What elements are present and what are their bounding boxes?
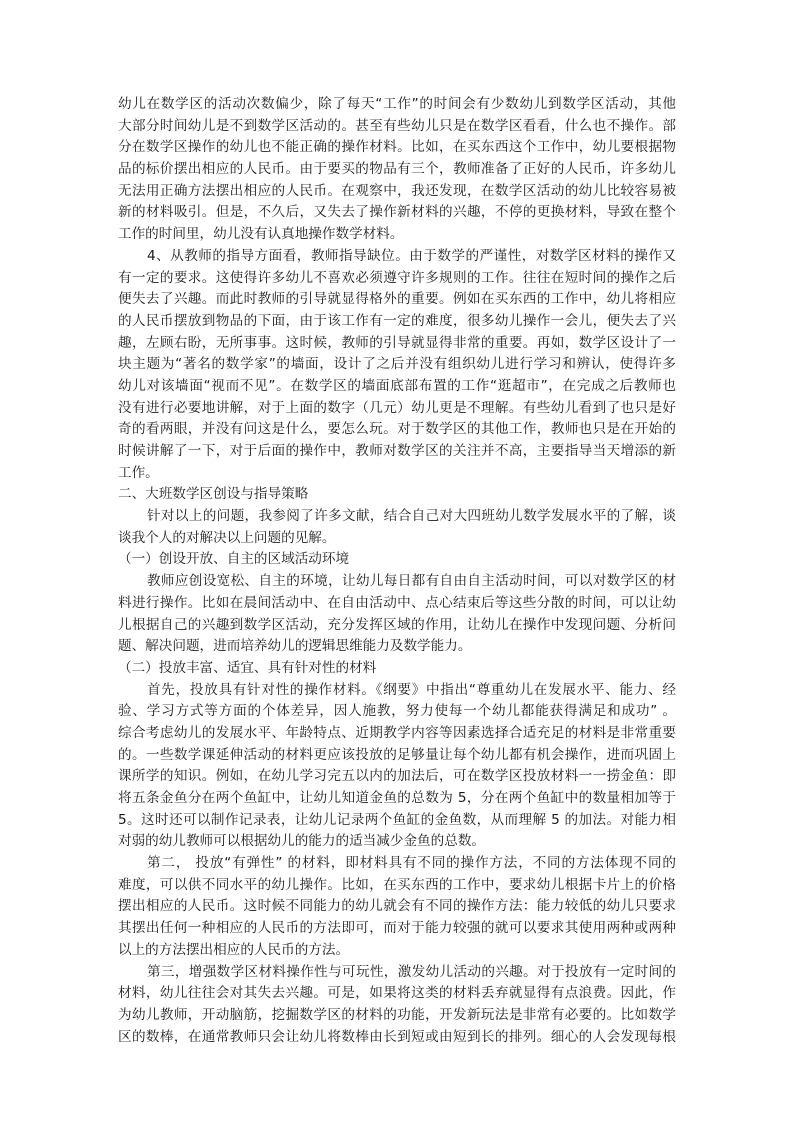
text-line: 4、从教师的指导方面看，教师指导缺位。由于数学的严谨性，对数学区材料的操作又 bbox=[147, 247, 676, 264]
text-line: 无法用正确方法摆出相应的人民币。在观察中，我还发现，在数学区活动的幼儿比较容易被 bbox=[118, 182, 676, 199]
text-line: 幼儿在数学区的活动次数偏少，除了每天“工作”的时间会有少数幼儿到数学区活动，其他 bbox=[118, 96, 676, 112]
text-line: 二、大班数学区创设与指导策略 bbox=[118, 486, 309, 503]
text-line: 针对以上的问题，我参阅了许多文献，结合自己对大四班幼儿数学发展水平的了解，谈 bbox=[147, 508, 676, 525]
text-line: 品的标价摆出相应的人民币。由于要买的物品有三个，教师准备了正好的人民币，许多幼儿 bbox=[118, 161, 676, 178]
text-line: 的。一些数学课延伸活动的材料更应该投放的足够量让每个幼儿都有机会操作，进而巩固上 bbox=[118, 746, 676, 763]
text-line: 时候讲解了一下，对于后面的操作中，教师对数学区的关注并不高，主要指导当天增添的新 bbox=[118, 443, 676, 459]
text-line: 料进行操作。比如在晨间活动中、在自由活动中、点心结束后等这些分散的时间，可以让幼 bbox=[118, 594, 676, 611]
text-line: 新的材料吸引。但是，不久后，又失去了操作新材料的兴趣，不停的更换材料，导致在整个 bbox=[118, 204, 676, 221]
text-line: 题、解决问题，进而培养幼儿的逻辑思维能力及数学能力。 bbox=[118, 638, 472, 655]
text-line: 材料，幼儿往往会对其失去兴趣。可是，如果将这类的材料丢弃就显得有点浪费。因此，作 bbox=[118, 985, 676, 1002]
text-line: 工作的时间里，幼儿没有认真地操作数学材料。 bbox=[118, 226, 404, 243]
text-line: 便失去了兴趣。而此时教师的引导就显得格外的重要。例如在买东西的工作中，幼儿将相应 bbox=[118, 291, 676, 308]
text-line: 将五条金鱼分在两个鱼缸中，让幼儿知道金鱼的总数为 5，分在两个鱼缸中的数量相加等于 bbox=[118, 790, 676, 806]
text-line: 的人民币摆放到物品的下面，由于该工作有一定的难度，很多幼儿操作一会儿，便失去了兴 bbox=[118, 312, 676, 329]
text-line: 首先，投放具有针对性的操作材料。《纲要》中指出“尊重幼儿在发展水平、能力、经 bbox=[147, 681, 676, 698]
text-line: 综合考虑幼儿的发展水平、年龄特点、近期教学内容等因素选择合适充足的材料是非常重要 bbox=[118, 724, 676, 741]
text-line: 奇的看两眼，并没有问这是什么，要怎么玩。对于数学区的其他工作，教师也只是在开始的 bbox=[118, 421, 676, 438]
text-line: 以上的方法摆出相应的人民币的方法。 bbox=[118, 941, 350, 958]
text-line: 分在数学区操作的幼儿也不能正确的操作材料。比如，在买东西这个工作中，幼儿要根据物 bbox=[118, 139, 676, 156]
text-line: 教师应创设宽松、自主的环境，让幼儿每日都有自由自主活动时间，可以对数学区的材 bbox=[147, 573, 676, 590]
text-line: 谈我个人的对解决以上问题的见解。 bbox=[118, 529, 336, 546]
text-line: 幼儿对该墙面“视而不见”。在数学区的墙面底部布置的工作“逛超市”，在完成之后教师也 bbox=[118, 377, 676, 394]
text-line: 区的数棒，在通常教师只会让幼儿将数棒由长到短或由短到长的排列。细心的人会发现每根 bbox=[118, 1028, 676, 1045]
text-line: （一）创设开放、自主的区域活动环境 bbox=[118, 551, 350, 568]
text-line: 儿根据自己的兴趣到数学区活动，充分发挥区域的作用，让幼儿在操作中发现问题、分析问 bbox=[118, 616, 676, 633]
text-line: 大部分时间幼儿是不到数学区活动的。甚至有些幼儿只是在数学区看看，什么也不操作。部 bbox=[118, 117, 676, 134]
text-line: 为幼儿教师，开动脑筋，挖掘数学区的材料的功能，开发新玩法是非常有必要的。比如数学 bbox=[118, 1006, 676, 1023]
text-line: 难度，可以供不同水平的幼儿操作。比如，在买东西的工作中，要求幼儿根据卡片上的价格 bbox=[118, 876, 676, 893]
text-line: 验、学习方式等方面的个体差异，因人施教，努力使每一个幼儿都能获得满足和成功” 。 bbox=[118, 703, 676, 720]
text-line: 其摆出任何一种相应的人民币的方法即可，而对于能力较强的就可以要求其使用两种或两种 bbox=[118, 920, 676, 937]
text-line: （二）投放丰富、适宜、具有针对性的材料 bbox=[118, 659, 377, 676]
text-line: 第二， 投放“有弹性” 的材料，即材料具有不同的操作方法，不同的方法体现不同的 bbox=[147, 855, 676, 872]
text-line: 工作。 bbox=[118, 464, 159, 481]
text-line: 课所学的知识。例如，在幼儿学习完五以内的加法后，可在数学区投放材料一一捞金鱼：即 bbox=[118, 768, 676, 785]
text-line: 没有进行必要地讲解，对于上面的数字（几元）幼儿更是不理解。有些幼儿看到了也只是好 bbox=[118, 399, 676, 416]
document-page bbox=[118, 94, 676, 1048]
text-line: 对弱的幼儿教师可以根据幼儿的能力的适当减少金鱼的总数。 bbox=[118, 833, 486, 850]
text-line: 5。这时还可以制作记录表，让幼儿记录两个鱼缸的金鱼数，从而理解 5 的加法。对能力相 bbox=[118, 811, 676, 828]
text-line: 块主题为“著名的数学家”的墙面，设计了之后并没有组织幼儿进行学习和辨认，使得许多 bbox=[118, 356, 676, 373]
text-line: 摆出相应的人民币。这时候不同能力的幼儿就会有不同的操作方法：能力较低的幼儿只要求 bbox=[118, 898, 676, 915]
text-line: 有一定的要求。这使得许多幼儿不喜欢必须遵守许多规则的工作。往往在短时间的操作之后 bbox=[118, 269, 676, 286]
text-line: 趣，左顾右盼，无所事事。这时候，教师的引导就显得非常的重要。再如，数学区设计了一 bbox=[118, 334, 676, 351]
text-line: 第三，增强数学区材料操作性与可玩性，激发幼儿活动的兴趣。对于投放有一定时间的 bbox=[147, 963, 676, 980]
